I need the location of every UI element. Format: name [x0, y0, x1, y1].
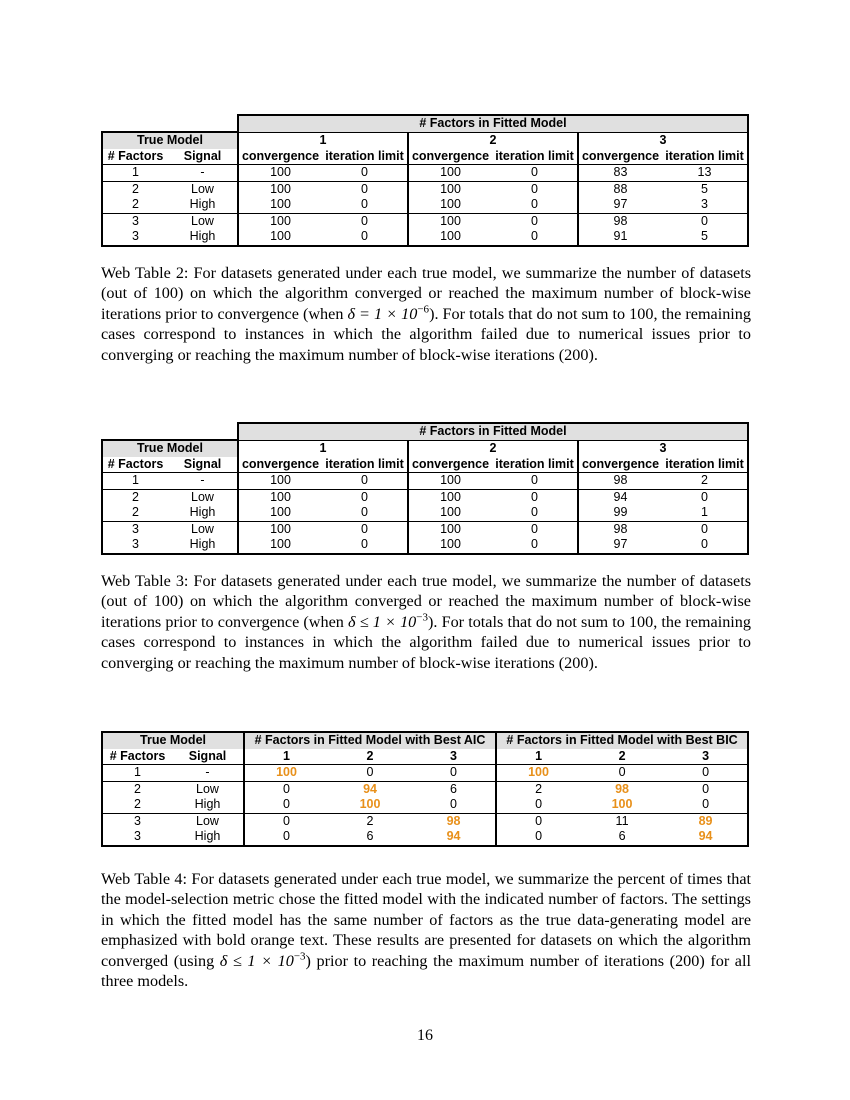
highlight-value: 100 — [580, 797, 664, 813]
table3-sub-convergence-2: convergence — [408, 457, 492, 473]
table2-col-factors: # Factors — [102, 149, 168, 165]
web-table-3-caption: Web Table 3: For datasets generated under each true model, we summarize the number of datasets (out of 100) on which the algorithm converged or reached the maximum number of block-wise iterations prior to convergence (when $\delta \le 1 \times 10^{-3}$). For totals that do not sum to 100, the remaining cases correspond to instances in which the algorithm failed due to numerical issues prior to converging or reaching the maximum number of block-wise iterations (200). — [101, 572, 751, 672]
highlight-value: 100 — [496, 765, 580, 782]
table-row: 3 Low 0 2 98 0 11 89 — [102, 813, 748, 829]
table4-aic-sub-3: 3 — [412, 749, 496, 765]
table3-top-header: # Factors in Fitted Model — [238, 423, 748, 440]
table3-group-2: 2 — [408, 440, 578, 457]
table2-sub-convergence-2: convergence — [408, 149, 492, 165]
table2-sub-iteration-3: iteration limit — [662, 149, 748, 165]
highlight-value: 94 — [412, 829, 496, 846]
table-row: 1 - 100 0 100 0 83 13 — [102, 165, 748, 182]
table2-sub-iteration-2: iteration limit — [492, 149, 578, 165]
highlight-value: 94 — [363, 781, 377, 796]
table4-aic-header: # Factors in Fitted Model with Best AIC — [244, 732, 496, 749]
table2-group-1: 1 — [238, 132, 408, 149]
table-row: 1 - 100 0 0 100 0 0 — [102, 765, 748, 782]
highlight-value: 98 — [446, 813, 461, 828]
table2-sub-iteration-1: iteration limit — [322, 149, 408, 165]
table4-bic-sub-1: 1 — [496, 749, 580, 765]
highlight-value: 100 — [328, 797, 412, 813]
highlight-value: 98 — [615, 781, 629, 796]
table3-sub-iteration-2: iteration limit — [492, 457, 578, 473]
table4-bic-header: # Factors in Fitted Model with Best BIC — [496, 732, 748, 749]
table2-sub-convergence-1: convergence — [238, 149, 322, 165]
table-row: 3 High 0 6 94 0 6 94 — [102, 829, 748, 846]
table-row: 3 High 100 0 100 0 97 0 — [102, 537, 748, 554]
table2-group-2: 2 — [408, 132, 578, 149]
table-row: 2 High 0 100 0 0 100 0 — [102, 797, 748, 813]
table-row: 2 Low 0 94 6 2 98 0 — [102, 781, 748, 797]
page-number: 16 — [417, 1027, 433, 1044]
table2-top-header: # Factors in Fitted Model — [238, 115, 748, 132]
web-table-3 — [101, 422, 749, 555]
highlight-value: 100 — [244, 765, 328, 782]
table3-group-1: 1 — [238, 440, 408, 457]
highlight-value: 89 — [664, 813, 748, 829]
table4-aic-sub-1: 1 — [244, 749, 328, 765]
table3-sub-iteration-3: iteration limit — [662, 457, 748, 473]
web-table-4-caption: Web Table 4: For datasets generated under each true model, we summarize the percent of times that the model-selection metric chose the fitted model with the indicated number of factors. The settings in which the fitted model has the same number of factors as the true data-generating model are emphasized with bold orange text. These results are presented for datasets on which the algorithm converged (using $\delta \le 1 \times 10^{-3}$) prior to reaching the maximum number of iterations (200) for all three models. — [101, 870, 751, 991]
table3-true-model-header: True Model — [102, 440, 238, 457]
web-table-2 — [101, 114, 749, 247]
table3-sub-iteration-1: iteration limit — [322, 457, 408, 473]
table4-bic-sub-3: 3 — [664, 749, 748, 765]
table-row: 2 High 100 0 100 0 99 1 — [102, 505, 748, 521]
table4-col-factors: # Factors — [102, 749, 172, 765]
table2-group-3: 3 — [578, 132, 748, 149]
table4-true-model-header: True Model — [102, 732, 244, 749]
highlight-value: 94 — [664, 829, 748, 846]
web-table-4 — [101, 731, 749, 847]
table3-col-factors: # Factors — [102, 457, 168, 473]
table3-sub-convergence-1: convergence — [238, 457, 322, 473]
web-table-2-caption: Web Table 2: For datasets generated under each true model, we summarize the number of datasets (out of 100) on which the algorithm converged or reached the maximum number of block-wise iterations prior to convergence (when $\delta = 1 \times 10^{-6}$). For totals that do not sum to 100, the remaining cases correspond to instances in which the algorithm failed due to numerical issues prior to converging or reaching the maximum number of block-wise iterations (200). — [101, 264, 751, 364]
table3-group-3: 3 — [578, 440, 748, 457]
table4-col-signal: Signal — [172, 749, 244, 765]
table4-bic-sub-2: 2 — [580, 749, 664, 765]
table-row: 3 Low 100 0 100 0 98 0 — [102, 521, 748, 537]
table3-sub-convergence-3: convergence — [578, 457, 662, 473]
table-row: 3 Low 100 0 100 0 98 0 — [102, 213, 748, 229]
table-row: 3 High 100 0 100 0 91 5 — [102, 229, 748, 246]
table-row: 2 Low 100 0 100 0 94 0 — [102, 489, 748, 505]
table-row: 1 - 100 0 100 0 98 2 — [102, 473, 748, 490]
table3-col-signal: Signal — [168, 457, 238, 473]
table-row: 2 High 100 0 100 0 97 3 — [102, 197, 748, 213]
table2-col-signal: Signal — [168, 149, 238, 165]
table2-true-model-header: True Model — [102, 132, 238, 149]
table-row: 2 Low 100 0 100 0 88 5 — [102, 181, 748, 197]
table2-sub-convergence-3: convergence — [578, 149, 662, 165]
table4-aic-sub-2: 2 — [328, 749, 412, 765]
